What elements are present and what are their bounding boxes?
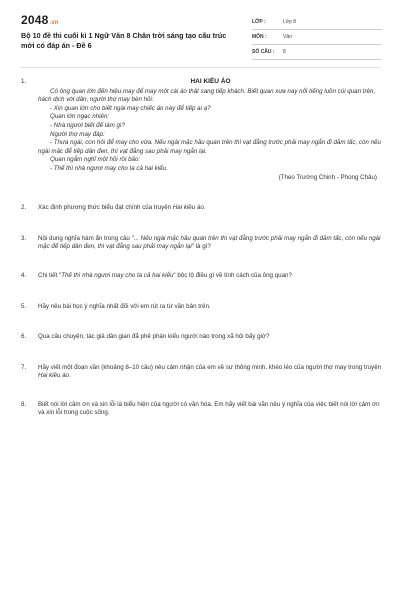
passage-line: Có ông quan lớn đến hiệu may để may một cái áo thật sang tiếp khách. Biết quan xưa nay nổi tiếng luồn cúi quan trên, hách dịch với dân, người thợ may bèn hỏi: (38, 87, 376, 104)
passage-line: - Nhà ngươi biết để làm gì? (50, 121, 126, 129)
question-number: 1. (21, 78, 27, 85)
site-logo[interactable] (21, 13, 59, 27)
question-4 (21, 272, 383, 281)
question-5 (21, 303, 383, 312)
question-text-part: " là gì? (191, 243, 211, 251)
question-text (38, 401, 383, 418)
question-text (38, 272, 383, 281)
question-text-part: Biết nói lời cảm ơn và xin lỗi là biểu hiện của người có văn hóa. Em hãy viết bài văn nêu ý nghĩa của việc biết nói lời cảm ơn và xin lỗi trong cuộc sống. (38, 400, 380, 417)
question-text (38, 333, 383, 342)
question-number: 8. (21, 400, 27, 408)
logo-main: 2048 (21, 13, 49, 27)
passage-line: Quan ngẫm nghĩ một hồi rồi bảo: (50, 156, 141, 164)
question-text-part: Hãy nêu bài học ý nghĩa nhất đối với em rút ra từ văn bản trên. (38, 302, 211, 310)
meta-row-count (252, 45, 382, 60)
question-italic: ... Nếu ngài mặc hầu quan trên thì vạt đằng trước phải may ngắn đi dăm tấc, còn nếu ngài mặc để tiếp dân đen, thì vạt đằng sau phải may ngắn lại (38, 234, 381, 251)
question-text-part: " bộc lộ điều gì về tính cách của ông quan? (173, 271, 292, 279)
question-italic: Hai kiều áo (38, 372, 69, 380)
page-header (0, 0, 400, 64)
question-number: 3. (21, 234, 27, 242)
meta-table (252, 15, 382, 60)
meta-row-subject (252, 30, 382, 45)
passage-line: - Xin quan lớn cho biết ngài may chiếc áo này để tiếp ai ạ? (50, 104, 211, 112)
question-number: 5. (21, 302, 27, 310)
document-title: Bộ 10 đề thi cuối kì 1 Ngữ Văn 8 Chân trời sáng tạo cấu trúc mới có đáp án - Đề 6 (21, 31, 227, 50)
question-number: 6. (21, 333, 27, 341)
question-italic: Thế thì nhà ngươi may cho ta cả hai kiểu (61, 271, 174, 279)
passage-source: (Theo Trường Chinh - Phong Châu) (278, 173, 377, 181)
question-text-part: Xác định phương thức biểu đạt chính của truyện (38, 204, 173, 212)
question-8 (21, 401, 383, 418)
question-1 (21, 78, 383, 182)
question-text (38, 364, 383, 381)
exam-content (21, 78, 383, 418)
question-text-part: Qua câu chuyện, tác giả dân gian đã phê phán kiểu người nào trong xã hội bấy giờ? (38, 333, 270, 341)
meta-row-class (252, 15, 382, 30)
question-text-part: Nội dung nghĩa hàm ẩn trong câu " (38, 234, 134, 242)
logo-suffix: .vn (49, 20, 59, 26)
passage-line: Quan lớn ngạc nhiên: (50, 113, 110, 121)
question-6 (21, 333, 383, 342)
question-text (38, 235, 383, 252)
question-text (38, 204, 383, 213)
header-divider (21, 67, 381, 68)
meta-value: Lớp 8 (283, 19, 297, 25)
meta-label: LỚP : (252, 19, 266, 25)
question-text-part: Hãy viết một đoạn văn (khoảng 8–10 câu) nêu cảm nhận của em về sự thông minh, khéo léo của người thợ may trong truyện (38, 363, 382, 371)
question-text (38, 303, 383, 312)
question-number: 4. (21, 271, 27, 279)
meta-label: SỐ CÂU : (252, 49, 275, 55)
passage-line: Người thợ may đáp: (50, 130, 105, 138)
meta-value: 8 (283, 49, 286, 55)
question-text-part: Chi tiết " (38, 271, 62, 279)
question-3 (21, 235, 383, 252)
question-7 (21, 364, 383, 381)
question-number: 2. (21, 204, 27, 212)
question-2 (21, 204, 383, 213)
question-text-part: . (68, 372, 71, 380)
passage-line: - Thế thì nhà ngươi may cho ta cả hai kiểu. (50, 164, 168, 172)
meta-label: MÔN : (252, 34, 267, 40)
passage-title: HAI KIỀU ÁO (190, 78, 231, 85)
question-text-part: . (203, 204, 206, 212)
question-italic: Hai kiều áo (172, 204, 204, 212)
reading-passage (38, 78, 383, 182)
question-number: 7. (21, 363, 27, 371)
meta-value: Văn (283, 34, 292, 40)
passage-line: - Thưa ngài, con hỏi để may cho vừa. Nếu ngài mặc hầu quan trên thì vạt đằng trước phải may ngắn đi dăm tấc, còn nếu ngài mặc để tiếp dân đen, thì vạt đằng sau phải may ngắn lại. (38, 139, 381, 155)
